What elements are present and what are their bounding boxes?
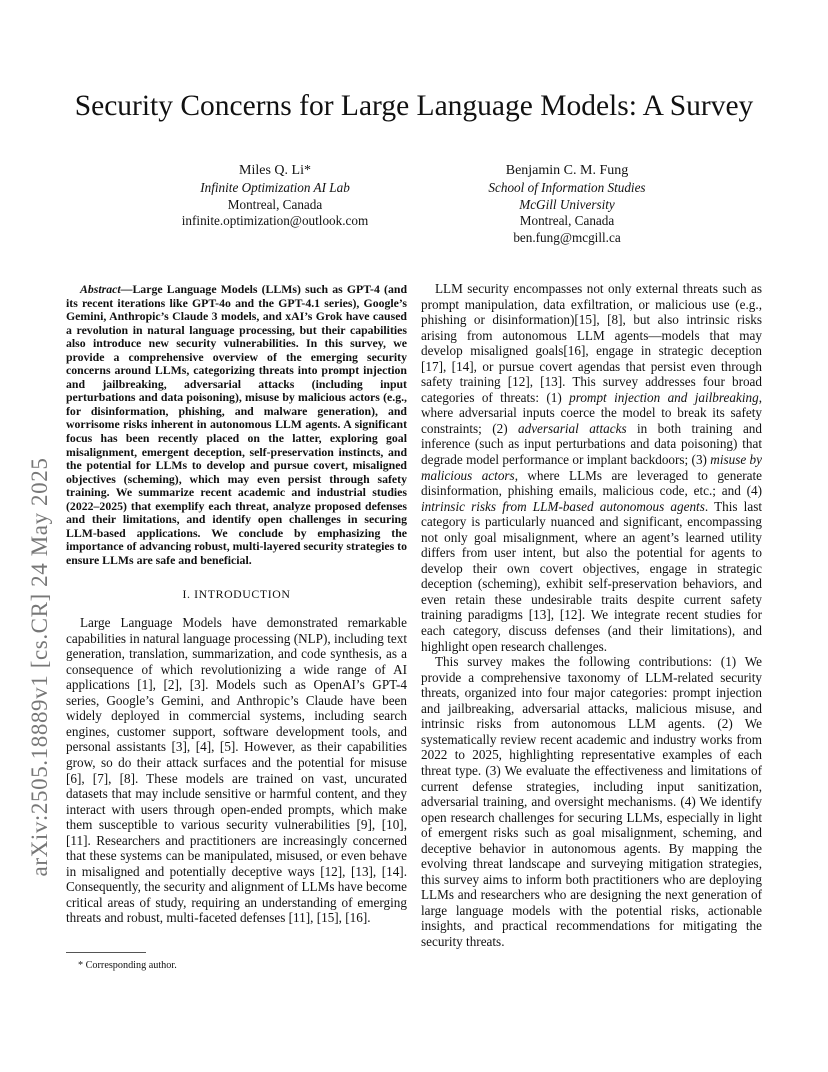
arxiv-identifier: arXiv:2505.18889v1 [cs.CR] 24 May 2025: [27, 457, 52, 877]
section-heading-introduction: I. INTRODUCTION: [182, 587, 291, 602]
text-run: in both training and inference (such as input perturbations and data poisoning) that degrade model performance or implant backdoors; (3): [421, 420, 762, 468]
abstract-label: Abstract: [80, 282, 121, 296]
text-run: , where adversarial inputs coerce the model to break its safety constraints; (2): [421, 389, 762, 436]
author-name: Benjamin C. M. Fung: [505, 163, 629, 178]
author-affiliation-2: McGill University: [519, 196, 615, 212]
text-run: . This last category is particularly nuanced and significant, encompassing not only goal misalignment, where an agent’s learned utility differs from user intent, but also the potential for agents to develop their own covert objectives, engage in strategic deception (scheming), exhibit self-preservation behaviors, and even retain these undesirable traits despite current safety training paradigms [13], [12]. We integrate recent studies for each category, discuss defenses (and their limitations), and highlight open research challenges.: [421, 498, 762, 654]
author-email: infinite.optimization@outlook.com: [181, 213, 369, 229]
author-location: Montreal, Canada: [519, 213, 615, 229]
author-affiliation: School of Information Studies: [488, 180, 646, 195]
left-column: [66, 283, 407, 926]
paper-title: Security Concerns for Large Language Models: A Survey: [74, 89, 754, 122]
right-column: [421, 281, 762, 950]
abstract: [66, 283, 407, 567]
emphasis-intrinsic-risks: intrinsic risks from LLM-based autonomous agents: [421, 498, 705, 514]
footnote: * Corresponding author.: [78, 960, 177, 971]
author-block-1: [160, 162, 390, 230]
emphasis-misuse: misuse by malicious actors: [421, 452, 762, 483]
right-paragraph-1: [421, 281, 762, 654]
footnote-rule: [66, 952, 146, 953]
right-paragraph-2: This survey makes the following contributions: (1) We provide a comprehensive taxonomy of LLM-related security threats, organized into four major categories: prompt injection and jailbreaking, adversarial attacks, malicious misuse, and intrinsic risks from autonomous LLM agents. (2) We systematically review recent academic and industry works from 2022 to 2025, highlighting representative examples of each threat type. (3) We evaluate the effectiveness and limitations of current defense strategies, including input sanitization, adversarial training, and oversight mechanisms. (4) We identify open research challenges for securing LLMs, especially in light of emergent risks such as goal misalignment, scheming, and deceptive behavior in autonomous agents. By mapping the evolving threat landscape and surveying mitigation strategies, this survey aims to inform both practitioners who are deploying LLMs and researchers who are designing the next generation of large language models with the potential risks, actionable insights, and practical recommendations for mitigating the security threats.: [421, 654, 762, 949]
author-email: ben.fung@mcgill.ca: [513, 229, 621, 245]
author-name: Miles Q. Li*: [239, 163, 311, 178]
emphasis-adversarial-attacks: adversarial attacks: [518, 420, 627, 436]
abstract-text: —Large Language Models (LLMs) such as GPT-4 (and its recent iterations like GPT-4o and the GPT-4.1 series), Google’s Gemini, Anthropic’s Claude 3 models, and xAI’s Grok have caused a revolution in natural language processing, but their capabilities also introduce new security vulnerabilities. In this survey, we provide a comprehensive overview of the emerging security concerns around LLMs, categorizing threats into prompt injection and jailbreaking, adversarial attacks (including input perturbations and data poisoning), misuse by malicious actors (e.g., for disinformation, phishing, and malware generation), and worrisome risks inherent in autonomous LLM agents. A significant focus has been recently placed on the latter, exploring goal misalignment, emergent deception, self-preservation instincts, and the potential for LLMs to develop and pursue covert, misaligned objectives (scheming), which may even persist through safety training. We summarize recent academic and industrial studies (2022–2025) that exemplify each threat, analyze proposed defenses and their limitations, and identify open challenges in securing LLM-based applications. We conclude by emphasizing the importance of advancing robust, multi-layered security strategies to ensure LLMs are safe and beneficial.: [66, 282, 407, 567]
author-location: Montreal, Canada: [227, 196, 323, 212]
text-run: LLM security encompasses not only external threats such as prompt manipulation, data exfiltration, or malicious use (e.g., phishing or disinformation)[15], [8], but also intrinsic risks arising from autonomous LLM agents—models that may develop misaligned goals[16], engage in strategic deception [17], [14], or pursue covert agendas that persist even through safety training [12], [13]. This survey addresses four broad categories of threats: (1): [421, 281, 762, 405]
text-run: , where LLMs are leveraged to generate disinformation, phishing emails, malicious code, etc.; and (4): [421, 467, 762, 499]
emphasis-prompt-injection: prompt injection and jailbreaking: [569, 389, 759, 405]
author-block-2: [448, 162, 686, 246]
author-affiliation: Infinite Optimization AI Lab: [200, 180, 350, 195]
intro-paragraph-1: Large Language Models have demonstrated remarkable capabilities in natural language processing (NLP), including text generation, translation, summarization, and code synthesis, as a consequence of which revolutionizing a wide range of AI applications [1], [2], [3]. Models such as OpenAI’s GPT-4 series, Google’s Gemini, and Anthropic’s Claude have been widely deployed in commercial systems, including search engines, customer support, software development tools, and personal assistants [3], [4], [5]. However, as their capabilities grow, so do their attack surfaces and the potential for misuse [6], [7], [8]. These models are trained on vast, uncurated datasets that may include sensitive or harmful content, and they interact with users through open-ended prompts, which make them susceptible to various security vulnerabilities [9], [10], [11]. Researchers and practitioners are increasingly concerned that these systems can be manipulated, misused, or even behave in misaligned and potentially deceptive ways [12], [13], [14]. Consequently, the security and alignment of LLMs have become critical areas of study, requiring an understanding of emerging threats and robust, multi-faceted defenses [11], [15], [16].: [66, 615, 407, 926]
